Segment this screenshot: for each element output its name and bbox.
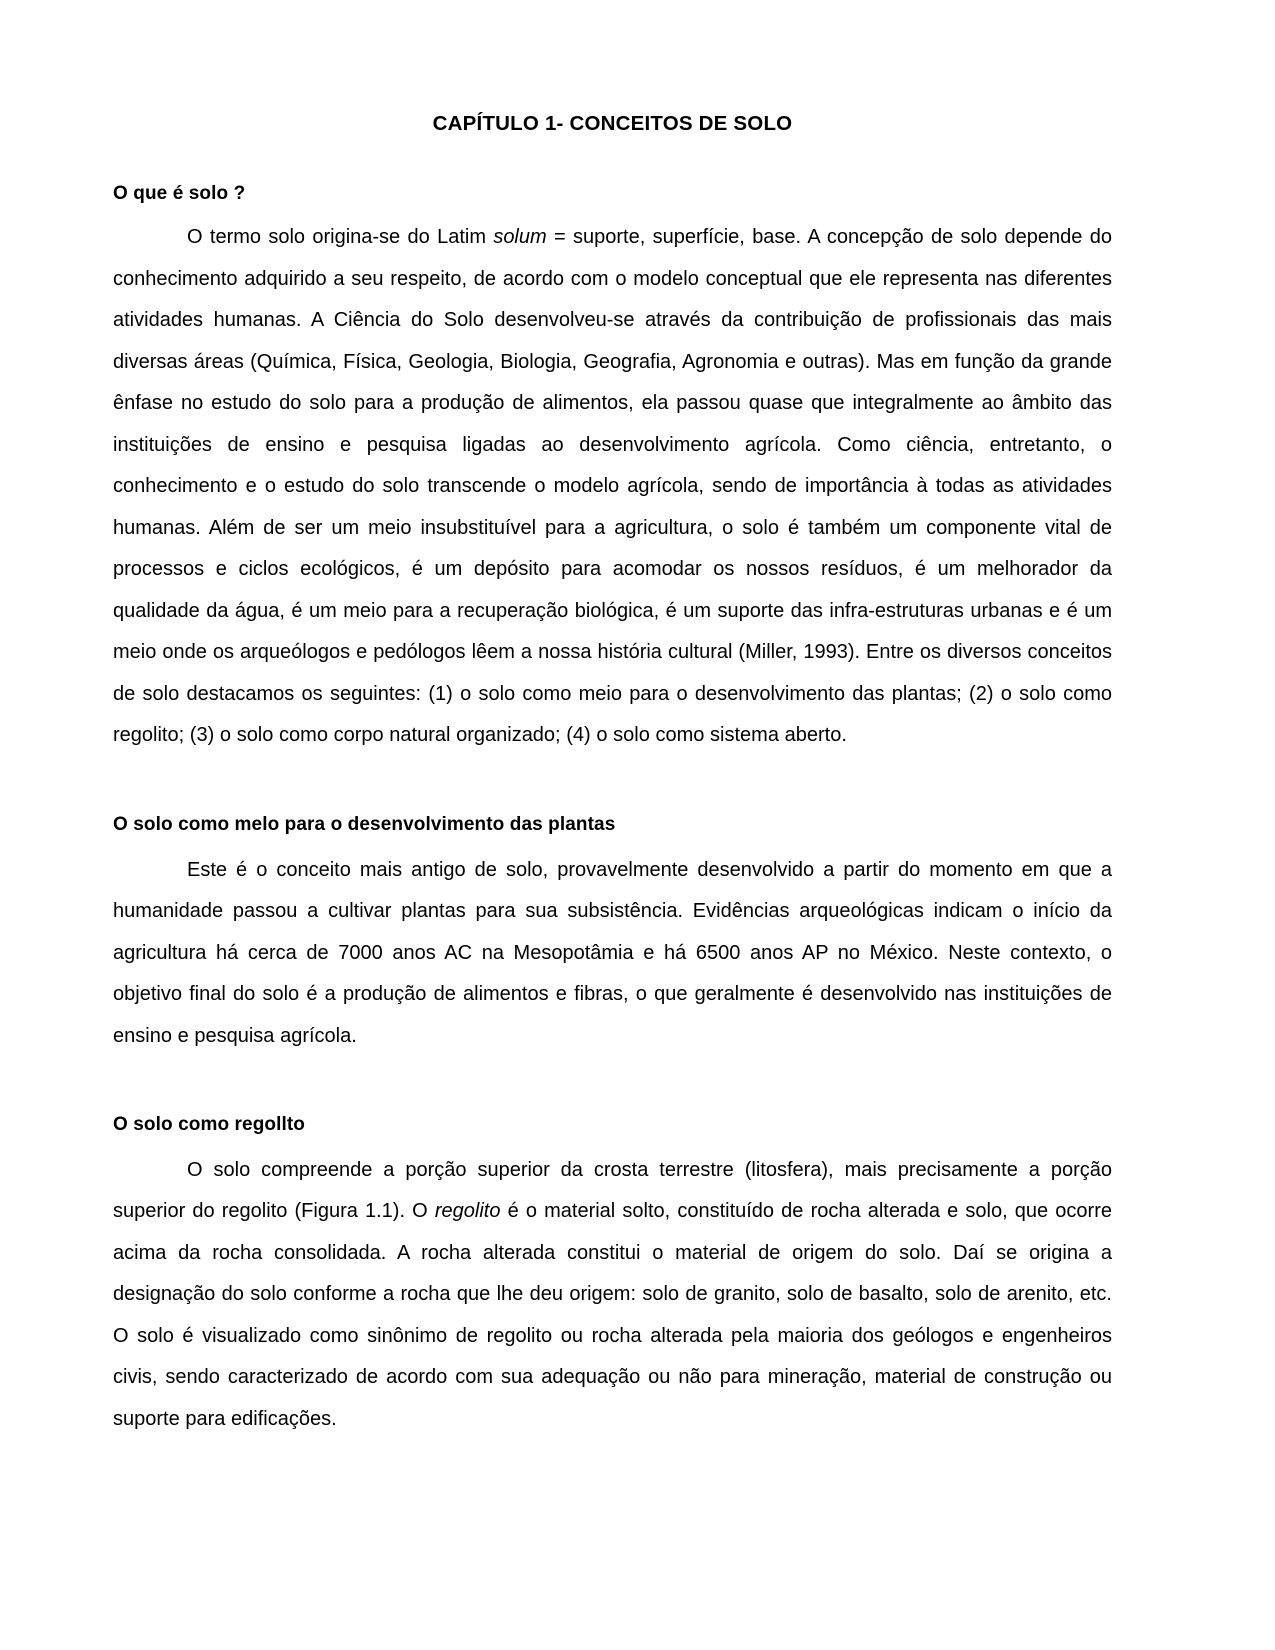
spacer	[113, 757, 1112, 813]
paragraph-rest-text: = suporte, superfície, base. A concepção de solo depende do conhecimento adquirido a seu respeito, de acordo com o modelo conceptual que ele representa nas diferentes atividades humanas. A Ciência do Solo desenvolveu-se através da contribuição de profissionais das mais diversas áreas (Química, Física, Geologia, Biologia, Geografia, Agronomia e outras). Mas em função da grande ênfase no estudo do solo para a produção de alimentos, ela passou quase que integralmente ao âmbito das instituições de ensino e pesquisa ligadas ao desenvolvimento agrícola. Como ciência, entretanto, o conhecimento e o estudo do solo transcende o modelo agrícola, sendo de importância à todas as atividades humanas. Além de ser um meio insubstituível para a agricultura, o solo é também um componente vital de processos e ciclos ecológicos, é um depósito para acomodar os nossos resíduos, é um melhorador da qualidade da água, é um meio para a recuperação biológica, é um suporte das infra-estruturas urbanas e é um meio onde os arqueólogos e pedólogos lêem a nossa história cultural (Miller, 1993). Entre os diversos conceitos de solo destacamos os seguintes: (1) o solo como meio para o desenvolvimento das plantas; (2) o solo como regolito; (3) o solo como corpo natural organizado; (4) o solo como sistema aberto.	[113, 226, 1112, 747]
paragraph-lead-text: Este é o conceito mais antigo de solo, provavelmente desenvolvido a partir do momento em que a humanidade passou a cultivar plantas para sua subsistência. Evidências arqueológicas indicam o início da agricultura há cerca de 7000 anos AC na Mesopotâmia e há 6500 anos AP no México. Neste contexto, o objetivo final do solo é a produção de alimentos e fibras, o que geralmente é desenvolvido nas instituições de ensino e pesquisa agrícola.	[113, 858, 1112, 1047]
section-heading-solo-como-regolito: O solo como regollto	[113, 1114, 306, 1136]
text-column	[113, 0, 1112, 1440]
section-heading-o-que-e-solo: O que é solo ?	[113, 182, 246, 204]
spacer	[113, 1057, 1112, 1113]
term-regolito: regolito	[434, 1200, 501, 1223]
paragraph-solo-como-meio	[113, 850, 1112, 1058]
paragraph-rest-text: é o material solto, constituído de rocha alterada e solo, que ocorre acima da rocha consolidada. A rocha alterada constitui o material de origem do solo. Daí se origina a designação do solo conforme a rocha que lhe deu origem: solo de granito, solo de basalto, solo de arenito, etc. O solo é visualizado como sinônimo de regolito ou rocha alterada pela maioria dos geólogos e engenheiros civis, sendo caracterizado de acordo com sua adequação ou não para mineração, material de construção ou suporte para edificações.	[113, 1200, 1112, 1430]
spacer	[113, 1137, 1112, 1150]
paragraph-solo-como-regolito	[113, 1150, 1112, 1441]
page-title: CAPÍTULO 1- CONCEITOS DE SOLO	[432, 112, 793, 135]
section-heading-solo-como-meio-desenvolvimento-plantas: O solo como melo para o desenvolvimento das plantas	[113, 813, 616, 835]
spacer	[113, 205, 1112, 217]
paragraph-o-que-e-solo	[113, 217, 1112, 757]
paragraph-lead-text: O solo compreende a porção superior da crosta terrestre (litosfera), mais precisamente a porção superior do regolito (Figura 1.1). O	[113, 1158, 1112, 1223]
paragraph-lead-text: O termo solo origina-se do Latim	[187, 226, 494, 249]
spacer	[113, 137, 1112, 182]
spacer	[113, 837, 1112, 850]
latin-term-solum: solum	[493, 226, 547, 249]
